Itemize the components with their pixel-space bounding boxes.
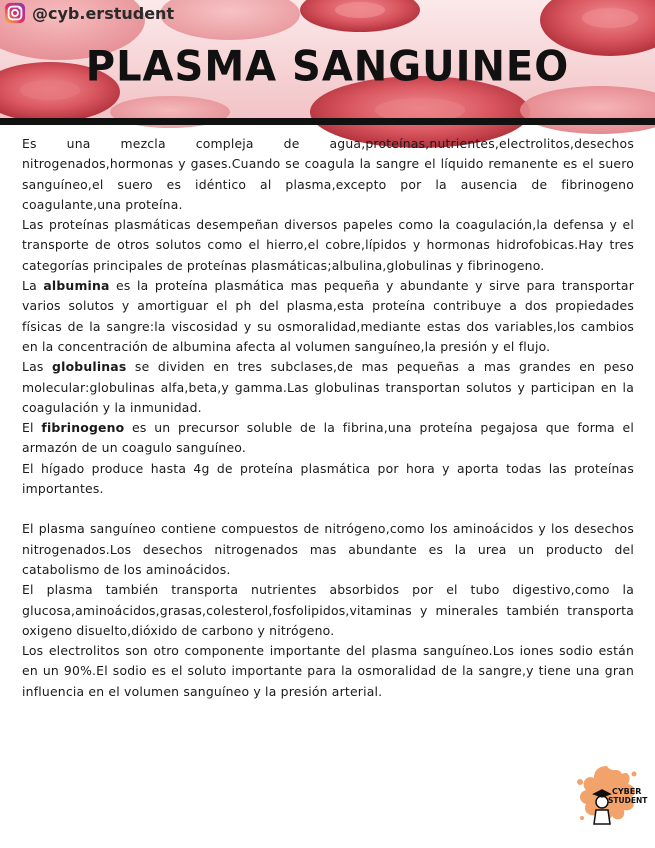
paragraph-text: es un precursor soluble de la fibrina,una proteína pegajosa que forma el armazón de un coagulo sanguíneo. (22, 420, 634, 456)
paragraph (22, 580, 634, 641)
divider (0, 118, 655, 125)
social-handle[interactable] (4, 2, 174, 24)
logo-line2: STUDENT (608, 796, 648, 805)
key-term: globulinas (52, 359, 127, 375)
paragraph (22, 134, 634, 215)
paragraph-text: El (22, 420, 42, 436)
paragraph (22, 215, 634, 276)
key-term: albumina (43, 278, 110, 294)
paragraph-text: El plasma también transporta nutrientes absorbidos por el tubo digestivo,como la glucosa,aminoácidos,grasas,colesterol,fosfolipidos,vitaminas y minerales también transporta oxigeno disuelto,dióxido de carbono y nitrógeno. (22, 582, 634, 638)
key-term: fibrinogeno (41, 420, 125, 436)
paragraph-text: El plasma sanguíneo contiene compuestos de nitrógeno,como los aminoácidos y los desechos nitrogenados.Los desechos nitrogenados mas abundante es la urea un producto del catabolismo de los aminoácidos. (22, 521, 634, 577)
paragraph (22, 519, 634, 580)
paragraph-text: Las proteínas plasmáticas desempeñan diversos papeles como la coagulación,la defensa y el transporte de otros solutos como el hierro,el cobre,lípidos y hormonas hidrofobicas.Hay tres categorías principales de proteínas plasmáticas;albulina,globulinas y fibrinogeno. (22, 217, 634, 273)
paragraph (22, 357, 634, 418)
paragraph-text: El hígado produce hasta 4g de proteína plasmática por hora y aporta todas las proteínas importantes. (22, 460, 634, 497)
article-body (22, 134, 634, 702)
paragraph (22, 641, 634, 702)
cyberstudent-logo (572, 760, 648, 830)
paragraph-text: se dividen en tres subclases,de mas pequeñas a mas grandes en peso molecular:globulinas alfa,beta,y gamma.Las globulinas transportan solutos y participan en la coagulación y la inmunidad. (22, 359, 634, 415)
paragraph (22, 418, 634, 459)
paragraph (22, 459, 634, 500)
paragraph-text: Las (22, 359, 53, 375)
logo-line1: CYBER (612, 787, 642, 796)
paragraph (22, 276, 634, 357)
handle-text: @cyb.erstudent (32, 3, 175, 23)
page-title: PLASMA SANGUINEO (85, 42, 570, 92)
paragraph-text: es la proteína plasmática mas pequeña y abundante y sirve para transportar varios solutos y amortiguar el ph del plasma,esta proteína contribuye a dos propiedades físicas de la sangre:la viscosidad y su osmoralidad,mediante estas dos variables,los cambios en la concentración de albumina afecta al volumen sanguíneo,la presión y el flujo. (22, 278, 634, 354)
paragraph-text: La (22, 278, 44, 294)
header-banner (0, 0, 655, 120)
instagram-icon (4, 2, 26, 24)
paragraph-text: Es una mezcla compleja de agua,proteínas,nutrientes,electrolitos,desechos nitrogenados,hormonas y gases.Cuando se coagula la sangre el líquido remanente es el suero sanguíneo,el suero es idéntico al plasma,excepto por la ausencia de fibrinogeno coagulante,una proteína. (22, 136, 634, 212)
paragraph-text: Los electrolitos son otro componente importante del plasma sanguíneo.Los iones sodio están en un 90%.El sodio es el soluto importante para la osmoralidad de la sangre,y tiene una gran influencia en el volumen sanguíneo y la presión arterial. (22, 643, 634, 699)
